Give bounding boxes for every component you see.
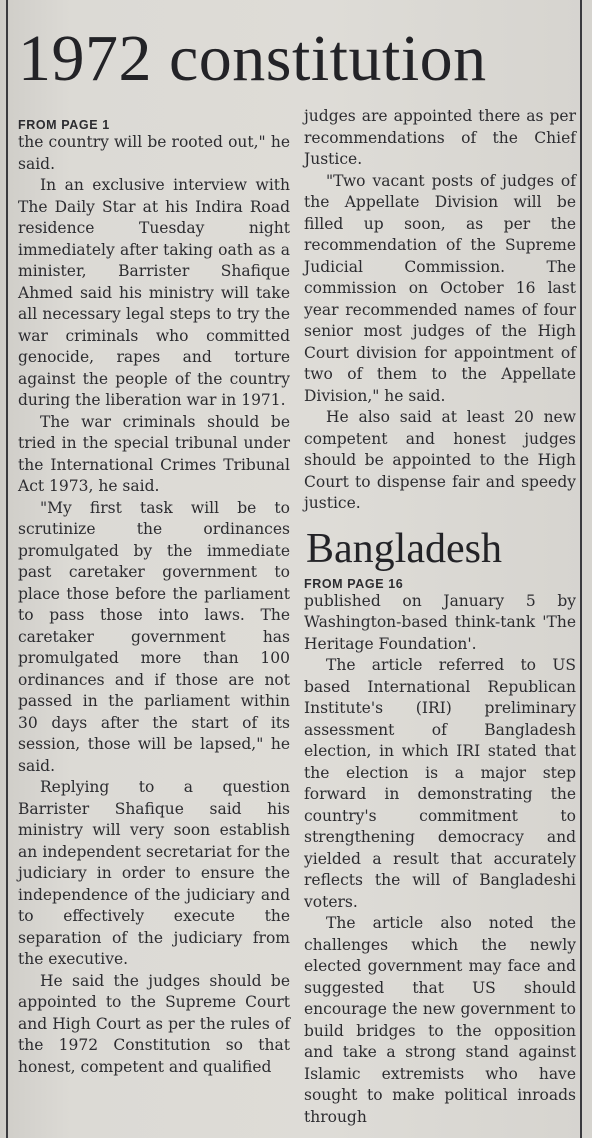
right-column-rule (580, 0, 582, 1138)
kicker-from-page-16: FROM PAGE 16 (304, 576, 404, 591)
paragraph: In an exclusive interview with The Daily Star at his Indira Road residence Tuesday night immediately after taking oath as a minister, Barrister Shafique Ahmed said his ministry will take all necessary legal steps to try the war criminals who committed genocide, rapes and torture against the people of the country during the liberation war in 1971. (18, 176, 290, 409)
kicker-from-page-1: FROM PAGE 1 (18, 118, 110, 132)
paragraph: "Two vacant posts of judges of the Appellate Division will be filled up soon, as per the recommendation of the Supreme Judicial Commission. The commission on October 16 last year recommended names of four senior most judges of the High Court division for appointment of two of them to the Appellate Division," he said. (304, 171, 576, 405)
paragraph: The war criminals should be tried in the special tribunal under the International Crimes Tribunal Act 1973, he said. (18, 412, 290, 495)
paragraph: judges are appointed there as per recommendations of the Chief Justice. (304, 107, 576, 168)
paragraph: published on January 5 by Washington-based think-tank 'The Heritage Foundation'. (304, 591, 576, 653)
paragraph: The article also noted the challenges which the newly elected government may face and suggested that US should encourage the new government to build bridges to the opposition and take a strong stand against Islamic extremists who have sought to make political inroads through (304, 914, 576, 1126)
subheadline-bangladesh: Bangladesh (306, 525, 502, 572)
paragraph: Replying to a question Barrister Shafique said his ministry will very soon establish an independent secretariat for the judiciary in order to ensure the independence of the judiciary and to effectively execute the separation of the judiciary from the executive. (18, 778, 290, 968)
left-column-rule (6, 0, 8, 1138)
paragraph: He also said at least 20 new competent and honest judges should be appointed to the High Court to dispense fair and speedy justice. (304, 408, 576, 512)
paragraph: the country will be rooted out," he said. (18, 133, 290, 173)
paragraph: "My first task will be to scrutinize the ordinances promulgated by the immediate past caretaker government to place those before the parliament to pass those into laws. The caretaker government has promulgated more than 100 ordinances and if those are not passed in the parliament within 30 days after the start of its session, those will be lapsed," he said. (18, 498, 290, 775)
article-column-2 (304, 106, 576, 1128)
headline: 1972 constitution (18, 22, 487, 95)
paragraph: The article referred to US based International Republican Institute's (IRI) preliminary assessment of Bangladesh election, in which IRI stated that the election is a major step forward in demonstrating the country's commitment to strengthening democracy and yielded a result that accurately reflects the will of Bangladeshi voters. (304, 656, 576, 911)
article-column-1 (18, 118, 290, 1078)
paragraph: He said the judges should be appointed to the Supreme Court and High Court as per the rules of the 1972 Constitution so that honest, competent and qualified (18, 971, 290, 1076)
